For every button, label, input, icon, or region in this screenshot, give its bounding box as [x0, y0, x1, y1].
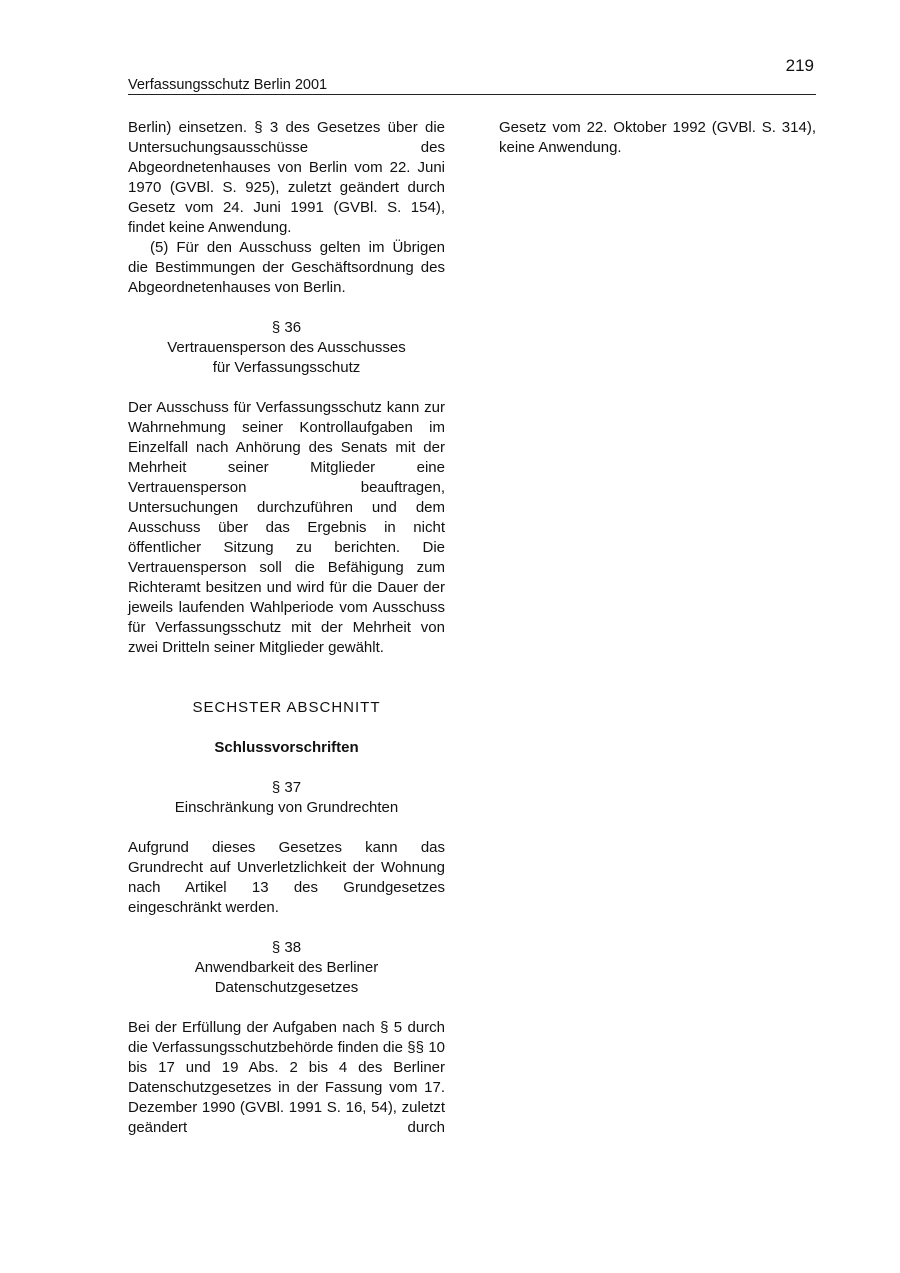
- section-38-body: Bei der Erfüllung der Aufgaben nach § 5 durch die Verfassungsschutzbehörde finden die §§ 10 bis 17 und 19 Abs. 2 bis 4 des Berliner Datenschutzgesetzes in der Fassung vom 17. Dezember 1990 (GVBl. 1991 S. 16, 54), zuletzt geändert durch: [128, 1019, 445, 1136]
- section-38-title-line1: Anwendbarkeit des Berliner: [194, 959, 379, 976]
- section-38-title-line2: Datenschutzgesetzes: [214, 979, 359, 996]
- section-38-number: § 38: [271, 939, 302, 956]
- section-37-title: Einschränkung von Grundrechten: [174, 799, 399, 816]
- right-column: [499, 118, 816, 158]
- running-title: Verfassungsschutz Berlin 2001: [128, 77, 816, 95]
- section-36-title-line2: für Verfassungsschutz: [212, 359, 361, 376]
- section-38-body-continued: Gesetz vom 22. Oktober 1992 (GVBl. S. 314), keine Anwendung.: [499, 119, 816, 156]
- section-36-number: § 36: [271, 319, 302, 336]
- paragraph-continuation: Berlin) einsetzen. § 3 des Gesetzes über die Untersuchungsausschüsse des Abgeordnetenhauses von Berlin vom 22. Juni 1970 (GVBl. S. 925), zuletzt geändert durch Gesetz vom 24. Juni 1991 (GVBl. S. 154), findet keine Anwendung.: [128, 119, 445, 236]
- section-37-number: § 37: [271, 779, 302, 796]
- paragraph-5: (5) Für den Ausschuss gelten im Übrigen die Bestimmungen der Geschäftsordnung des Abgeordnetenhauses von Berlin.: [128, 239, 445, 296]
- part-heading: SECHSTER ABSCHNITT: [192, 699, 381, 716]
- left-column: [128, 118, 445, 1138]
- part-title: Schlussvorschriften: [214, 739, 359, 756]
- section-36-body: Der Ausschuss für Verfassungsschutz kann zur Wahrnehmung seiner Kontrollaufgaben im Einzelfall nach Anhörung des Senats mit der Mehrheit seiner Mitglieder eine Vertrauensperson beauftragen, Untersuchungen durchzuführen und dem Ausschuss über das Ergebnis in nicht öffentlicher Sitzung zu berichten. Die Vertrauensperson soll die Befähigung zum Richteramt besitzen und wird für die Dauer der jeweils laufenden Wahlperiode vom Ausschuss für Verfassungsschutz mit der Mehrheit von zwei Dritteln seiner Mitglieder gewählt.: [128, 399, 445, 656]
- section-37-body: Aufgrund dieses Gesetzes kann das Grundrecht auf Unverletzlichkeit der Wohnung nach Artikel 13 des Grundgesetzes eingeschränkt werden.: [128, 839, 445, 916]
- page-number: 219: [785, 56, 814, 75]
- section-36-title-line1: Vertrauensperson des Ausschusses: [167, 339, 406, 356]
